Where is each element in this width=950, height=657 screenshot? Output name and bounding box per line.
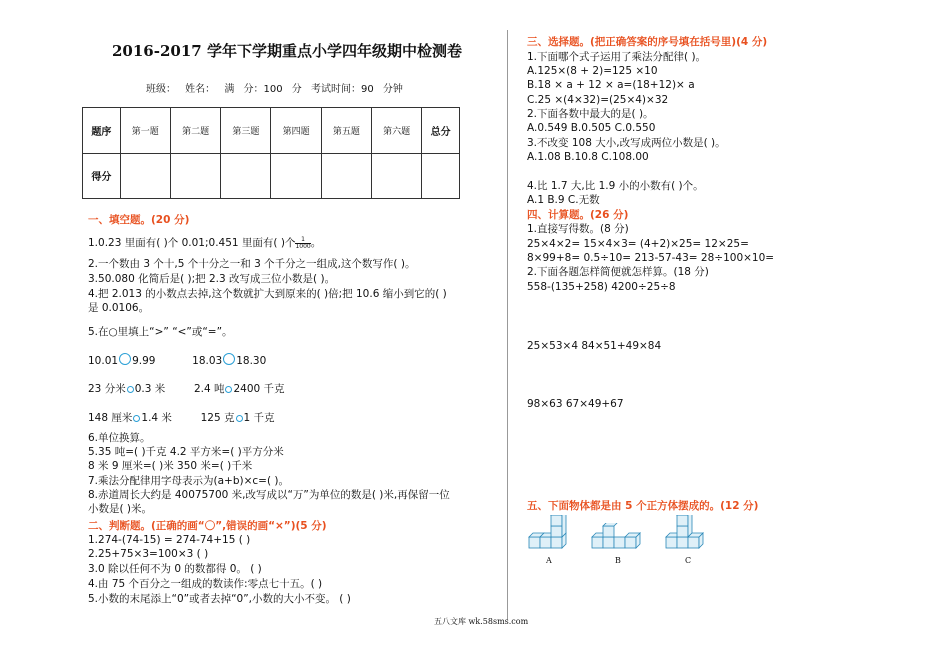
figure-label-a: A [546,556,552,565]
choice-2: 2.下面各数中最大的是( )。 [527,108,654,120]
score-cell[interactable] [120,153,170,199]
section-5-title: 五、下面物体都是由 5 个正方体摆成的。(12 分) [527,500,759,512]
compare-row-1: 10.01 9.99 18.03 18.30 [88,355,267,367]
footer-text: 五八文库 wk.58sms.com [434,617,529,626]
choice-3-options: A.1.08 B.10.8 C.108.00 [527,151,649,163]
calc-1: 1.直接写得数。(8 分) [527,223,629,235]
section-3-title: 三、选择题。(把正确答案的序号填在括号里)(4 分) [527,36,768,48]
score-cell[interactable] [422,153,460,199]
choice-4: 4.比 1.7 大,比 1.9 小的小数有( )个。 [527,180,704,192]
column-divider [507,30,508,620]
question-2: 2.一个数由 3 个十,5 个十分之一和 3 个千分之一组成,这个数写作( )。 [88,258,416,270]
compare-circle-icon[interactable] [127,386,134,393]
choice-1: 1.下面哪个式子运用了乘法分配律( )。 [527,51,707,63]
exam-title: 2016-2017 学年下学期重点小学四年级期中检测卷 [112,42,462,60]
question-1-text: 1.0.23 里面有( )个 0.01;0.451 里面有( )个 [88,237,296,249]
choice-2-options: A.0.549 B.0.505 C.0.550 [527,122,656,134]
score-label-cell: 得分 [83,153,121,199]
question-3: 3.50.080 化简后是( );把 2.3 改写成三位小数是( )。 [88,273,336,285]
cube-figure-c [664,515,714,555]
question-4-cont: 是 0.0106。 [88,302,150,314]
choice-1-c: C.25 ×(4×32)=(25×4)×32 [527,94,669,106]
compare-row-2: 23 分米 0.3 米 2.4 吨 2400 千克 [88,383,285,395]
compare-circle-icon[interactable] [133,415,140,422]
judge-2: 2.25+75×3=100×3 ( ) [88,548,209,560]
calc-1-row-2: 8×99+8= 0.5÷10= 213-57-43= 28÷100×10= [527,252,775,264]
header-cell: 第五题 [321,108,371,154]
header-cell: 第三题 [221,108,271,154]
score-cell[interactable] [271,153,321,199]
figure-label-c: C [685,556,692,565]
exam-info: 班级： 姓名： 满 分：100 分 考试时间：90 分钟 [146,84,403,95]
compare-circle-icon[interactable] [236,415,243,422]
compare-circle-icon[interactable] [119,353,131,365]
section-4-title: 四、计算题。(26 分) [527,209,629,221]
calc-2: 2.下面各题怎样简便就怎样算。(18 分) [527,266,709,278]
score-table [82,107,460,199]
question-6b: 8 米 9 厘米=( )米 350 米=( )千米 [88,460,253,472]
judge-1: 1.274-(74-15) = 274-74+15 ( ) [88,534,251,546]
header-cell: 第一题 [120,108,170,154]
question-8: 8.赤道周长大约是 40075700 米,改写成以“万”为单位的数是( )米,再保留一位 [88,489,450,501]
section-2-title: 二、判断题。(正确的画“〇”,错误的画“×”)(5 分) [88,520,327,532]
figure-label-b: B [615,556,621,565]
question-6a: 5.35 吨=( )千克 4.2 平方米=( )平方分米 [88,446,284,458]
compare-circle-icon[interactable] [225,386,232,393]
judge-3: 3.0 除以任何不为 0 的数都得 0。 ( ) [88,563,262,575]
score-cell[interactable] [372,153,422,199]
calc-1-row-1: 25×4×2= 15×4×3= (4+2)×25= 12×25= [527,238,749,250]
question-1: 1.0.23 里面有( )个 0.01;0.451 里面有( )个 $\frac{1}{1000}$ 。 [88,235,322,250]
section-1-title: 一、填空题。(20 分) [88,214,190,226]
fraction: $\frac{1}{1000}$ [295,235,311,250]
header-cell: 第四题 [271,108,321,154]
compare-row-3: 148 厘米 1.4 米 125 克 1 千克 [88,412,275,424]
header-cell: 第六题 [372,108,422,154]
compare-circle-icon[interactable] [223,353,235,365]
choice-3: 3.不改变 108 大小,改写成两位小数是( )。 [527,137,726,149]
choice-1-b: B.18 × a + 12 × a=(18+12)× a [527,79,695,91]
choice-1-a: A.125×(8 + 2)=125 ×10 [527,65,658,77]
question-7: 7.乘法分配律用字母表示为(a+b)×c=( )。 [88,475,290,487]
score-cell[interactable] [221,153,271,199]
calc-2-row-2: 25×53×4 84×51+49×84 [527,340,662,352]
judge-5: 5.小数的末尾添上“0”或者去掉“0”,小数的大小不变。 ( ) [88,593,351,605]
header-cell: 第二题 [170,108,220,154]
cube-figure-a [527,515,577,555]
calc-2-row-1: 558-(135+258) 4200÷25÷8 [527,281,676,293]
cube-figure-b [590,523,646,555]
header-cell: 总分 [422,108,460,154]
choice-4-options: A.1 B.9 C.无数 [527,194,600,206]
question-6: 6.单位换算。 [88,432,151,444]
question-5: 5.在○里填上“>” “<”或“=”。 [88,326,233,338]
judge-4: 4.由 75 个百分之一组成的数读作:零点七十五。( ) [88,578,323,590]
question-4: 4.把 2.013 的小数点去掉,这个数就扩大到原来的( )倍;把 10.6 缩小到它的( ) [88,288,447,300]
calc-2-row-3: 98×63 67×49+67 [527,398,624,410]
header-cell: 题序 [83,108,121,154]
score-cell[interactable] [170,153,220,199]
score-cell[interactable] [321,153,371,199]
question-8-cont: 小数是( )米。 [88,503,153,515]
